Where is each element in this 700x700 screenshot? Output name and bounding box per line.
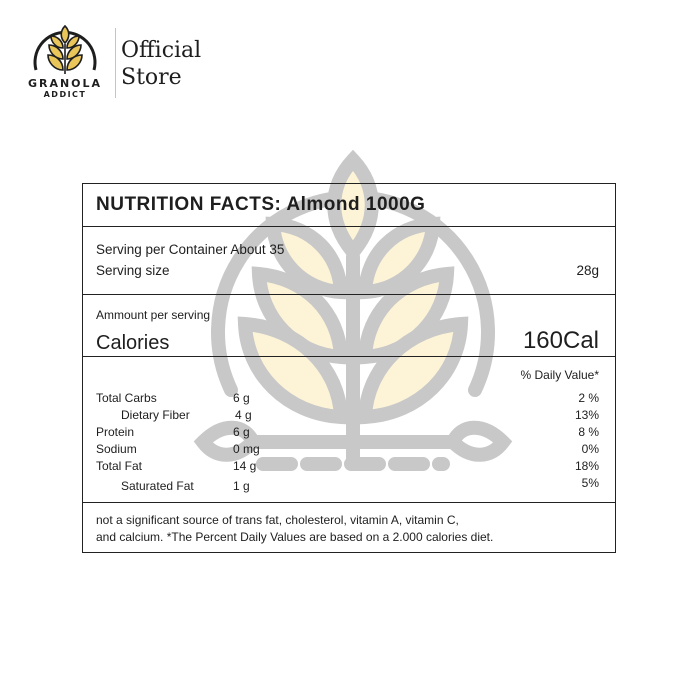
nutrient-qty-dietary-fiber: 4 g: [235, 408, 252, 422]
nutrient-label-saturated-fat: Saturated Fat: [121, 479, 194, 493]
calories-value: 160Cal: [522, 327, 599, 354]
brand-name-line2: ADDICT: [43, 90, 87, 99]
store-label: [121, 37, 201, 91]
amount-per-serving: Ammount per serving: [96, 308, 211, 322]
nutrient-pct-saturated-fat: 5%: [581, 476, 599, 490]
nutrient-qty-total-carbs: 6 g: [233, 391, 250, 405]
nutrient-qty-saturated-fat: 1 g: [233, 479, 250, 493]
calories-section: [83, 294, 615, 357]
nutrient-pct-total-carbs: 2 %: [578, 391, 599, 405]
brand-name-line1: GRANOLA: [27, 77, 103, 90]
footnote-line1: not a significant source of trans fat, cholesterol, vitamin A, vitamin C,: [96, 513, 459, 527]
footnote-section: [83, 502, 615, 552]
nutrient-qty-protein: 6 g: [233, 425, 250, 439]
nutrient-pct-protein: 8 %: [578, 425, 599, 439]
nutrient-label-protein: Protein: [96, 425, 135, 439]
nutrient-pct-sodium: 0%: [581, 442, 599, 456]
footnote: [96, 512, 601, 546]
brand-name: [22, 78, 108, 100]
daily-value-header: % Daily Value*: [520, 368, 599, 382]
serving-size-value: 28g: [576, 263, 599, 278]
brand-logo: [22, 14, 108, 104]
nutrient-qty-sodium: 0 mg: [233, 442, 260, 456]
nutrient-pct-dietary-fiber: 13%: [574, 408, 599, 422]
serving-section: [83, 226, 615, 295]
nutrient-qty-total-fat: 14 g: [233, 459, 257, 473]
nutrient-label-sodium: Sodium: [96, 442, 137, 456]
serving-per-container: Serving per Container About 35: [96, 242, 285, 257]
nutrition-facts-panel: [82, 183, 616, 553]
logo-divider: [115, 28, 116, 98]
nutrition-title-section: [83, 184, 615, 227]
calories-label: Calories: [96, 332, 170, 354]
nutrient-label-total-fat: Total Fat: [96, 459, 143, 473]
store-label-line1: Official: [121, 38, 202, 63]
nutrition-title: NUTRITION FACTS: Almond 1000G: [96, 194, 426, 215]
nutrient-label-dietary-fiber: Dietary Fiber: [121, 408, 190, 422]
serving-size-label: Serving size: [96, 263, 170, 278]
nutrient-pct-total-fat: 18%: [574, 459, 599, 473]
nutrient-label-total-carbs: Total Carbs: [96, 391, 157, 405]
nutrients-section: [83, 356, 615, 503]
store-label-line2: Store: [121, 65, 182, 90]
footnote-line2: and calcium. *The Percent Daily Values are based on a 2.000 calories diet.: [96, 530, 494, 544]
